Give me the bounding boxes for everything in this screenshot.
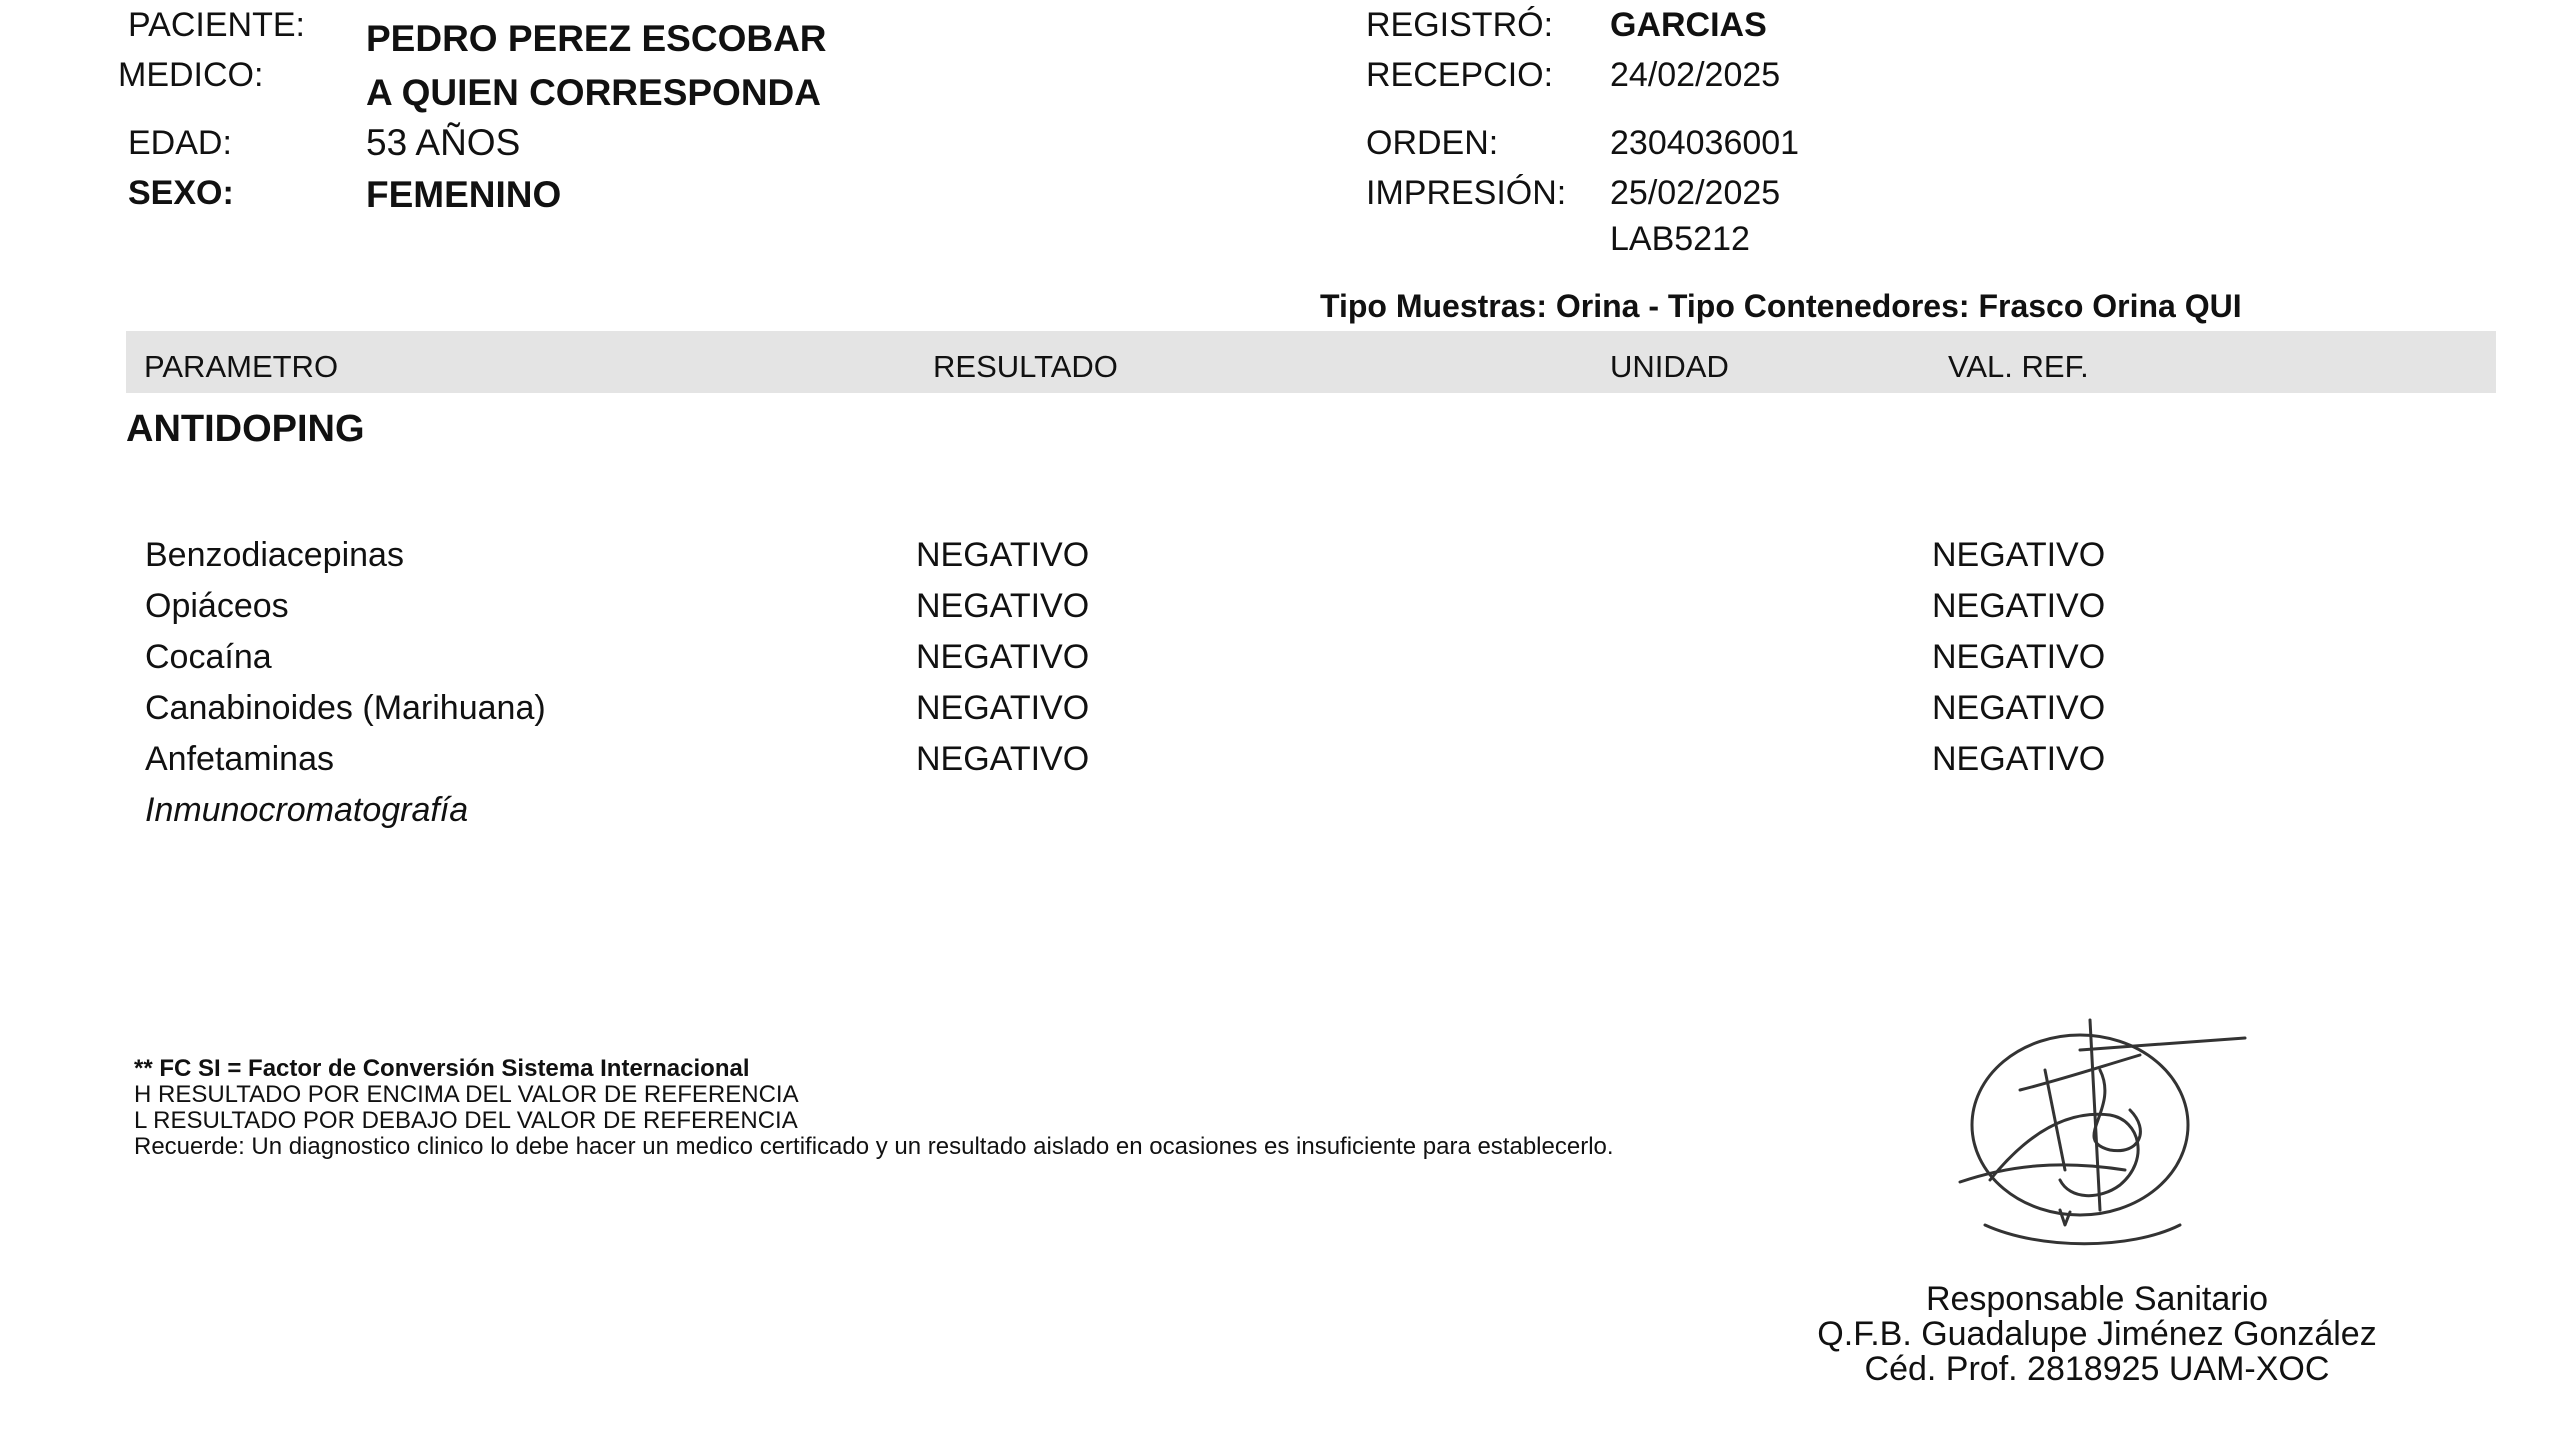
row-param: Opiáceos xyxy=(145,587,289,625)
edad-value: 53 AÑOS xyxy=(366,122,521,163)
row-ref: NEGATIVO xyxy=(1932,587,2106,625)
orden-label: ORDEN: xyxy=(1366,124,1499,162)
note-h: H RESULTADO POR ENCIMA DEL VALOR DE REFERENCIA xyxy=(134,1081,799,1108)
signature-license: Céd. Prof. 2818925 UAM-XOC xyxy=(1864,1350,2330,1388)
sexo-value: FEMENINO xyxy=(366,174,562,215)
paciente-label: PACIENTE: xyxy=(128,6,305,44)
row-param: Cocaína xyxy=(145,638,272,676)
row-ref: NEGATIVO xyxy=(1932,740,2106,778)
signature-name: Q.F.B. Guadalupe Jiménez González xyxy=(1817,1315,2377,1353)
paciente-value: PEDRO PEREZ ESCOBAR xyxy=(366,18,827,59)
note-recuerde: Recuerde: Un diagnostico clinico lo debe hacer un medico certificado y un resultado aislado en ocasiones es insuficiente para establecerlo. xyxy=(134,1133,1614,1160)
recepcio-value: 24/02/2025 xyxy=(1610,56,1781,94)
impresion-label: IMPRESIÓN: xyxy=(1366,174,1567,212)
orden-value: 2304036001 xyxy=(1610,124,1800,162)
sexo-label: SEXO: xyxy=(128,174,234,212)
note-l: L RESULTADO POR DEBAJO DEL VALOR DE REFERENCIA xyxy=(134,1107,798,1134)
row-result: NEGATIVO xyxy=(916,689,1090,727)
row-result: NEGATIVO xyxy=(916,740,1090,778)
medico-value: A QUIEN CORRESPONDA xyxy=(366,72,822,113)
row-ref: NEGATIVO xyxy=(1932,689,2106,727)
table-header xyxy=(126,331,2496,393)
signature-title: Responsable Sanitario xyxy=(1925,1280,2269,1318)
row-result: NEGATIVO xyxy=(916,536,1090,574)
row-ref: NEGATIVO xyxy=(1932,638,2106,676)
registro-value: GARCIAS xyxy=(1610,6,1767,44)
row-param: Benzodiacepinas xyxy=(145,536,404,574)
row-param: Canabinoides (Marihuana) xyxy=(145,689,546,727)
sample-info: Tipo Muestras: Orina - Tipo Contenedores: Frasco Orina QUI xyxy=(1320,288,2242,324)
header-val-ref: VAL. REF. xyxy=(1948,349,2089,384)
row-ref: NEGATIVO xyxy=(1932,536,2106,574)
lab-code: LAB5212 xyxy=(1610,220,1750,258)
medico-label: MEDICO: xyxy=(118,56,264,94)
signature-image xyxy=(1950,1010,2250,1260)
header-resultado: RESULTADO xyxy=(933,349,1118,384)
note-fc-si: ** FC SI = Factor de Conversión Sistema Internacional xyxy=(134,1055,750,1082)
registro-label: REGISTRÓ: xyxy=(1366,6,1554,44)
row-result: NEGATIVO xyxy=(916,638,1090,676)
section-title: ANTIDOPING xyxy=(126,408,365,450)
header-unidad: UNIDAD xyxy=(1610,349,1729,384)
row-result: NEGATIVO xyxy=(916,587,1090,625)
method-note: Inmunocromatografía xyxy=(145,791,469,829)
recepcio-label: RECEPCIO: xyxy=(1366,56,1554,94)
row-param: Anfetaminas xyxy=(145,740,334,778)
header-parametro: PARAMETRO xyxy=(144,349,339,384)
impresion-value: 25/02/2025 xyxy=(1610,174,1781,212)
edad-label: EDAD: xyxy=(128,124,232,162)
